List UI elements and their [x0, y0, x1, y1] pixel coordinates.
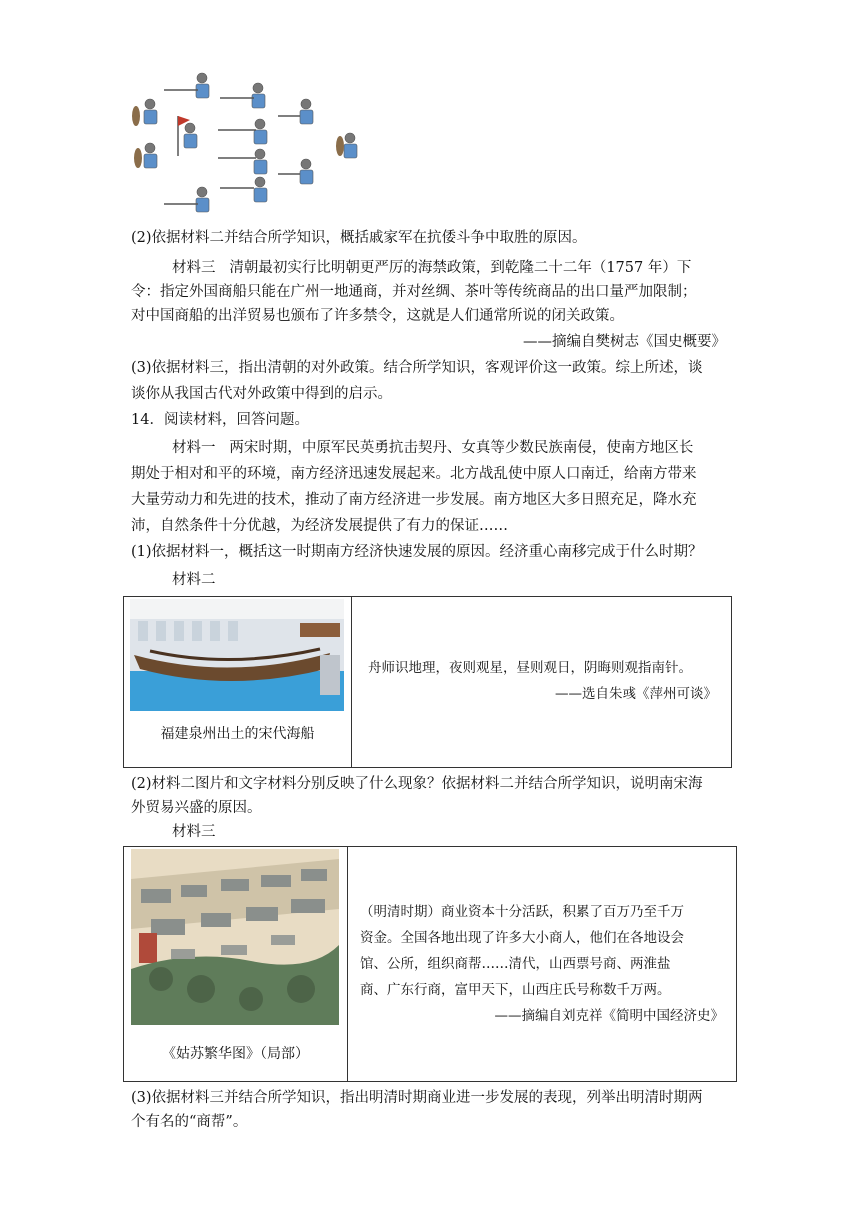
q13-material3-line2: 令：指定外国商船只能在广州一地通商，并对丝绸、茶叶等传统商品的出口量严加限制；: [131, 284, 697, 300]
q13-material3-line1: 材料三 清朝最初实行比明朝更严厉的海禁政策，到乾隆二十二年（1757 年）下: [172, 260, 692, 276]
q14-material1-line1: 材料一 两宋时期，中原军民英勇抗击契丹、女真等少数民族南侵，使南方地区长: [172, 440, 694, 456]
material2-table: [123, 596, 732, 768]
q14-material3-label: 材料三: [172, 824, 216, 840]
material3-table: [123, 846, 737, 1082]
q14-material1-line3: 大量劳动力和先进的技术，推动了南方经济进一步发展。南方地区大多日照充足，降水充: [131, 492, 697, 508]
q14-heading: 14．阅读材料，回答问题。: [131, 412, 309, 428]
material3-text-cell: [348, 847, 737, 1082]
q13-sub3-line2: 谈你从我国古代对外政策中得到的启示。: [131, 386, 392, 402]
song-ship-photo: [130, 599, 344, 711]
soldier-figure: [144, 73, 357, 212]
material3-quote-line: 资金。全国各地出现了许多大小商人，他们在各地设会: [360, 930, 684, 946]
material2-quote: 舟师识地理，夜则观星，昼则观日，阴晦则观指南针。: [368, 660, 692, 676]
material2-source: ——选自朱彧《萍州可谈》: [555, 686, 717, 702]
material2-text-cell: [352, 597, 732, 768]
q13-material3-line3: 对中国商船的出洋贸易也颁布了许多禁令，这就是人们通常所说的闭关政策。: [131, 308, 624, 324]
material2-caption: 福建泉州出土的宋代海船: [160, 726, 315, 742]
mandarin-duck-formation-illustration: [128, 66, 368, 218]
q14-sub3-line1: (3)依据材料三并结合所学知识，指出明清时期商业进一步发展的表现，列举出明清时期两: [131, 1090, 703, 1106]
q13-sub3-line1: (3)依据材料三，指出清朝的对外政策。结合所学知识，客观评价这一政策。综上所述，谈: [131, 360, 703, 376]
material3-source: ——摘编自刘克祥《简明中国经济史》: [494, 1008, 724, 1024]
q13-sub2: (2)依据材料二并结合所学知识，概括戚家军在抗倭斗争中取胜的原因。: [131, 230, 587, 246]
material3-quote-line: 馆、公所，组织商帮……清代，山西票号商、两淮盐: [360, 956, 671, 972]
material3-caption: 《姑苏繁华图》（局部）: [162, 1046, 309, 1062]
q14-sub3-line2: 个有名的“商帮”。: [131, 1114, 248, 1130]
q13-material3-source: ——摘编自樊树志《国史概要》: [523, 334, 726, 350]
material3-image-cell: [124, 847, 348, 1082]
q14-material1-line4: 沛，自然条件十分优越，为经济发展提供了有力的保证……: [131, 518, 508, 534]
material3-quote-line: 商、广东行商，富甲天下，山西庄氏号称数千万两。: [360, 982, 671, 998]
q14-material2-label: 材料二: [172, 572, 216, 588]
material2-image-cell: [124, 597, 352, 768]
material-label: 材料三: [172, 260, 216, 276]
q14-sub1: (1)依据材料一，概括这一时期南方经济快速发展的原因。经济重心南移完成于什么时期？: [131, 544, 703, 560]
material3-quote-line: （明清时期）商业资本十分活跃，积累了百万乃至千万: [360, 904, 684, 920]
material-label: 材料一: [172, 440, 216, 456]
q14-sub2-line2: 外贸易兴盛的原因。: [131, 800, 262, 816]
gusu-prosperity-painting: [131, 849, 339, 1025]
q14-sub2-line1: (2)材料二图片和文字材料分别反映了什么现象？依据材料二并结合所学知识，说明南宋海: [131, 776, 703, 792]
q14-material1-line2: 期处于相对和平的环境，南方经济迅速发展起来。北方战乱使中原人口南迁，给南方带来: [131, 466, 697, 482]
